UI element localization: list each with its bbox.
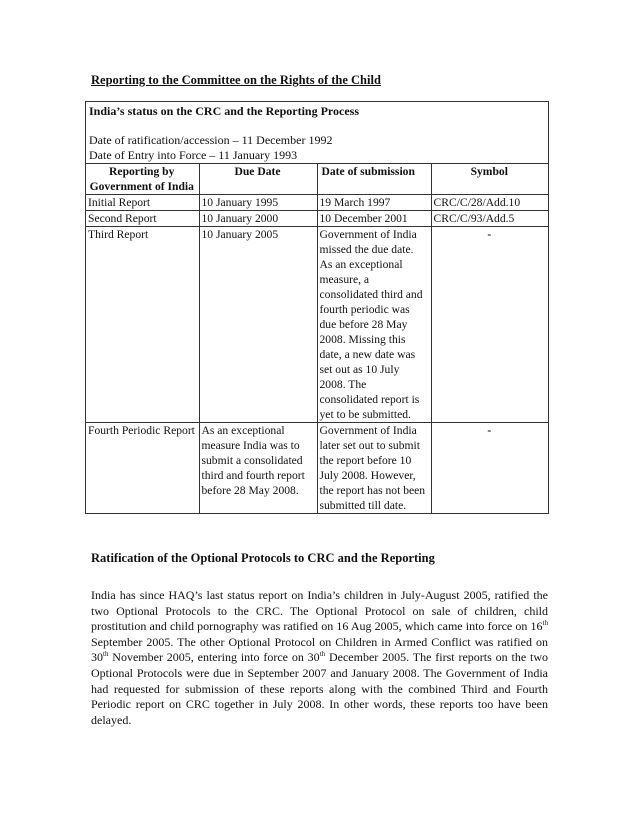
submission-cell: Government of India later set out to submit the report before 10 July 2008. However, the report has not been submitted till date.	[317, 423, 431, 514]
table-header-row	[86, 164, 548, 195]
ordinal-suffix: th	[103, 650, 109, 659]
reporting-table	[86, 163, 548, 513]
optional-protocols-heading: Ratification of the Optional Protocols to CRC and the Reporting	[91, 551, 435, 565]
table-row	[86, 423, 548, 514]
due-date-cell: 10 January 2000	[199, 211, 317, 227]
report-cell: Third Report	[86, 227, 199, 423]
column-header: Due Date	[199, 164, 317, 195]
table-row	[86, 195, 548, 211]
paragraph-text: September 2005. The other Optional Protocol on Children in Armed Conflict was ratified on 30	[91, 634, 548, 665]
report-cell: Fourth Periodic Report	[86, 423, 199, 514]
paragraph-text: December 2005. The first reports on the two Optional Protocols were due in September 2007 and January 2008. The Government of India had requested for submission of these reports along with the combined Third and Fourth Periodic report on CRC together in July 2008. In other words, these reports too have been delayed.	[91, 650, 548, 727]
optional-protocols-paragraph	[91, 588, 548, 728]
due-date-cell: 10 January 2005	[199, 227, 317, 423]
due-date-cell: As an exceptional measure India was to submit a consolidated third and fourth report before 28 May 2008.	[199, 423, 317, 514]
column-header: Date of submission	[317, 164, 431, 195]
symbol-cell: CRC/C/93/Add.5	[431, 211, 548, 227]
symbol-cell: -	[431, 227, 548, 423]
submission-cell: 10 December 2001	[317, 211, 431, 227]
entry-into-force-date: Date of Entry into Force – 11 January 1993	[89, 148, 298, 162]
symbol-cell: CRC/C/28/Add.10	[431, 195, 548, 211]
column-header: Reporting by Government of India	[86, 164, 199, 195]
document-title: Reporting to the Committee on the Rights of the Child	[91, 73, 381, 87]
table-row	[86, 227, 548, 423]
box-heading: India’s status on the CRC and the Reporting Process	[89, 104, 360, 118]
report-cell: Second Report	[86, 211, 199, 227]
ratification-date: Date of ratification/accession – 11 December 1992	[89, 133, 333, 147]
report-cell: Initial Report	[86, 195, 199, 211]
box-header	[86, 102, 548, 163]
symbol-cell: -	[431, 423, 548, 514]
ordinal-suffix: th	[542, 619, 548, 628]
table-row	[86, 211, 548, 227]
paragraph-text: November 2005, entering into force on 30	[108, 650, 320, 665]
submission-cell: 19 March 1997	[317, 195, 431, 211]
paragraph-text: India has since HAQ’s last status report on India’s children in July-August 2005, ratified the two Optional Protocols to the CRC. The Optional Protocol on sale of children, child prostitution and child pornography was ratified on 16 Aug 2005, which came into force on 16	[91, 588, 548, 634]
submission-cell: Government of India missed the due date. As an exceptional measure, a consolidated third and fourth periodic was due before 28 May 2008. Missing this date, a new date was set out as 10 July 2008. The consolidated report is yet to be submitted.	[317, 227, 431, 423]
column-header: Symbol	[431, 164, 548, 195]
ordinal-suffix: th	[319, 650, 326, 659]
due-date-cell: 10 January 1995	[199, 195, 317, 211]
crc-status-box	[85, 101, 549, 514]
